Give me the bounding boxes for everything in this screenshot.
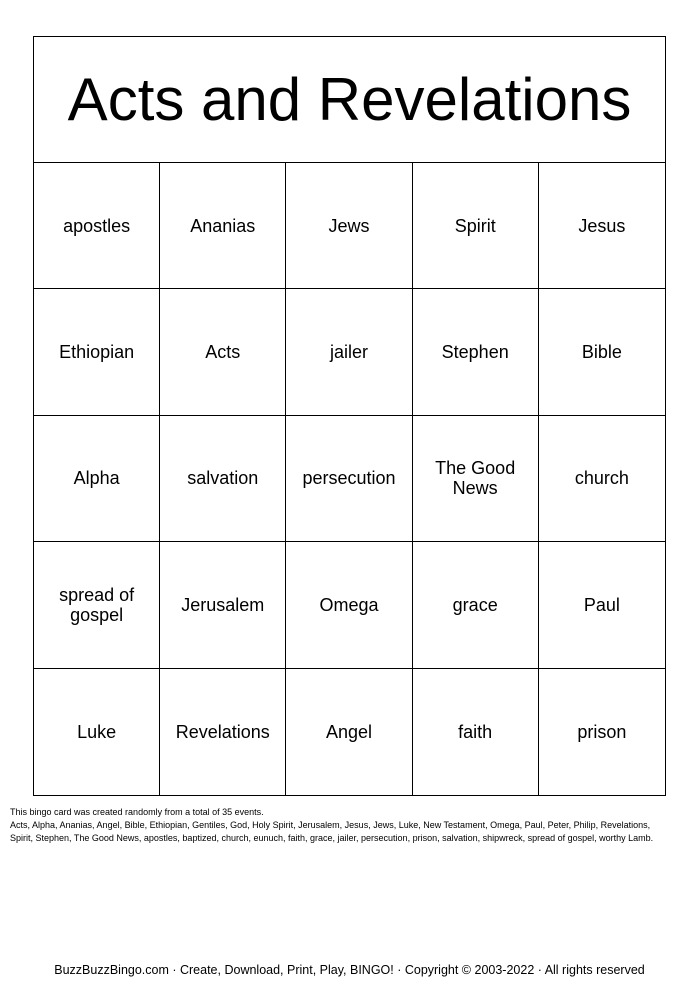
bingo-cell [539,289,665,415]
bingo-cell [286,542,412,668]
bingo-cell [539,416,665,542]
note-line: Spirit, Stephen, The Good News, apostles, baptized, church, eunuch, faith, grace, jailer, persecution, prison, salvation, shipwreck, spread of gospel, worthy Lamb. [10,833,654,843]
cell-label: Ethiopian [59,342,135,363]
cell-label: salvation [187,468,259,489]
card-title: Acts and Revelations [34,37,665,163]
cell-label: Jews [328,215,370,236]
bingo-cell [286,289,412,415]
cell-label: Jesus [578,215,626,236]
card-info-note [10,806,690,845]
bingo-cell [34,669,160,795]
note-line: This bingo card was created randomly from a total of 35 events. [10,807,264,817]
cell-label: Omega [319,594,379,615]
bingo-cell [539,542,665,668]
cell-label: jailer [329,342,368,363]
bingo-cell [160,416,286,542]
cell-label: persecution [302,468,396,489]
cell-label: grace [452,594,498,615]
bingo-cell [413,163,539,289]
bingo-cell [413,669,539,795]
bingo-card [33,36,666,796]
cell-label: The Good News [435,458,516,499]
bingo-cell [413,416,539,542]
cell-label: Luke [77,721,117,742]
bingo-cell [160,542,286,668]
bingo-cell [413,542,539,668]
cell-label: Alpha [73,468,120,489]
bingo-cell [539,163,665,289]
cell-label: Spirit [454,215,496,236]
cell-label: faith [458,721,493,742]
bingo-cell [286,669,412,795]
cell-label: Angel [325,721,373,742]
bingo-cell [160,289,286,415]
cell-label: Stephen [441,342,509,363]
cell-label: apostles [63,215,131,236]
bingo-cell [34,289,160,415]
bingo-cell [160,669,286,795]
cell-label: Acts [205,342,241,363]
bingo-cell [539,669,665,795]
note-line: Acts, Alpha, Ananias, Angel, Bible, Ethiopian, Gentiles, God, Holy Spirit, Jerusalem, Jesus, Jews, Luke, New Testament, Omega, Paul, Peter, Philip, Revelations, [10,820,651,830]
cell-label: Jerusalem [181,594,265,615]
cell-label: prison [577,721,627,742]
cell-label: Ananias [190,215,256,236]
bingo-cell [286,416,412,542]
cell-label: church [574,468,629,489]
cell-label: spread of gospel [59,584,135,625]
bingo-cell [413,289,539,415]
bingo-grid [34,163,665,795]
bingo-cell [160,163,286,289]
bingo-cell [34,163,160,289]
copyright-footer: BuzzBuzzBingo.com · Create, Download, Print, Play, BINGO! · Copyright © 2003-2022 · All rights reserved [54,963,645,977]
bingo-cell [34,542,160,668]
bingo-cell [34,416,160,542]
bingo-cell [286,163,412,289]
cell-label: Revelations [175,721,270,742]
cell-label: Paul [583,594,620,615]
cell-label: Bible [581,342,622,363]
